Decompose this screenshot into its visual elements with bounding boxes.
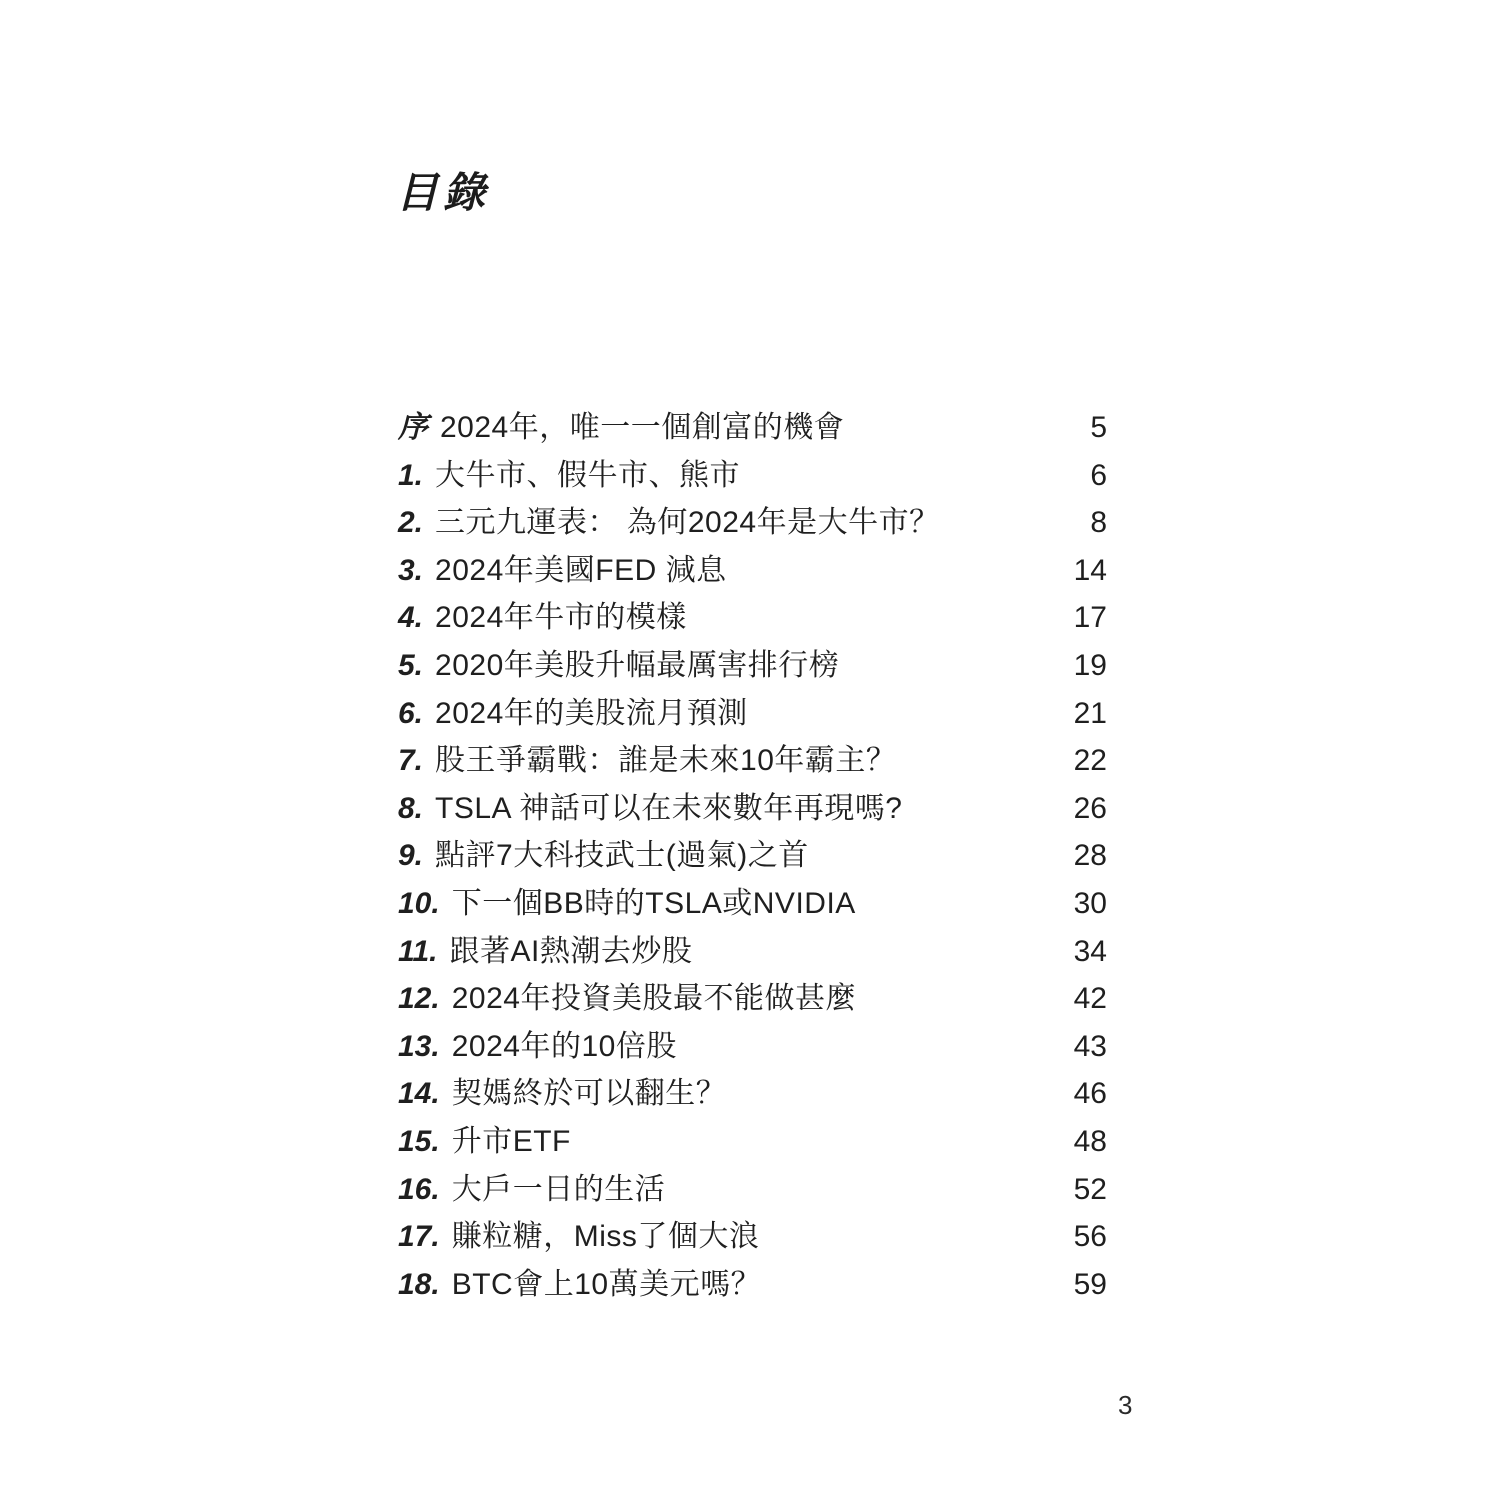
- toc-entry-page: 43: [1073, 1029, 1107, 1063]
- toc-entry-number: 2.: [398, 506, 424, 540]
- toc-entry: [398, 928, 1107, 976]
- toc-entry: [398, 1261, 1107, 1309]
- toc-entry-number: 3.: [398, 553, 424, 587]
- toc-entry-number: 1.: [398, 458, 424, 492]
- footer-page-number: 3: [1118, 1390, 1133, 1420]
- toc-entry: [398, 594, 1107, 642]
- toc-entry-page: 34: [1073, 934, 1107, 968]
- toc-entry: [398, 1213, 1107, 1261]
- toc-entry-number: 18.: [398, 1267, 440, 1301]
- toc-entry: [398, 1118, 1107, 1166]
- toc-entry: [398, 404, 1107, 452]
- toc-entry-title: BTC會上10萬美元嗎？: [451, 1267, 762, 1301]
- toc-entry-number: 8.: [398, 791, 424, 825]
- toc-entry-title: 2024年的美股流月預測: [435, 696, 748, 730]
- toc-entry-page: 22: [1073, 744, 1107, 778]
- toc-entry-title: 大戶一日的生活: [451, 1172, 666, 1206]
- toc-entry-number: 12.: [398, 982, 440, 1016]
- toc-entry-page: 8: [1090, 506, 1107, 540]
- toc-entry: [398, 690, 1107, 738]
- toc-entry-number: 序: [398, 411, 428, 444]
- toc-entry-title: 2024年投資美股最不能做甚麼: [451, 982, 856, 1016]
- toc-entry-number: 14.: [398, 1077, 440, 1111]
- toc-entry-number: 16.: [398, 1172, 440, 1206]
- toc-entry-title: 大牛市、假牛市、熊市: [435, 458, 741, 492]
- toc-entry: [398, 975, 1107, 1023]
- toc-entry-page: 56: [1073, 1220, 1107, 1254]
- toc-entry-page: 26: [1073, 791, 1107, 825]
- toc-entry-page: 21: [1073, 696, 1107, 730]
- toc-entry-page: 5: [1090, 411, 1107, 444]
- toc-entry-title: 2020年美股升幅最厲害排行榜: [435, 648, 840, 682]
- toc-entry-title: 下一個BB時的TSLA或NVIDIA: [451, 886, 856, 920]
- toc-entry-page: 59: [1073, 1267, 1107, 1301]
- toc-entry-number: 10.: [398, 886, 440, 920]
- toc-entry-number: 4.: [398, 601, 424, 635]
- toc-entry-number: 9.: [398, 839, 424, 873]
- toc-entry: [398, 880, 1107, 928]
- toc-entry-title: 契媽終於可以翻生？: [451, 1077, 727, 1111]
- toc-entry-title: 三元九運表： 為何2024年是大牛市？: [435, 506, 940, 540]
- toc-entry-page: 30: [1073, 886, 1107, 920]
- toc-entry: [398, 1070, 1107, 1118]
- toc-entry-title: TSLA 神話可以在未來數年再現嗎?: [435, 791, 903, 825]
- toc-entry-number: 6.: [398, 696, 424, 730]
- toc-entry-number: 15.: [398, 1124, 440, 1158]
- toc-entry-page: 6: [1090, 458, 1107, 492]
- toc-entry: [398, 832, 1107, 880]
- toc-entry: [398, 452, 1107, 500]
- toc-entry-page: 48: [1073, 1124, 1107, 1158]
- page-title: 目錄: [396, 169, 491, 216]
- toc-entry-number: 11.: [398, 934, 438, 968]
- toc-entry-number: 7.: [398, 744, 424, 778]
- toc-entry: [398, 1166, 1107, 1214]
- toc-entry-title: 2024年牛市的模樣: [435, 601, 687, 635]
- toc-list: [398, 404, 1107, 1308]
- toc-entry: [398, 547, 1107, 595]
- toc-entry: [398, 785, 1107, 833]
- toc-entry-title: 股王爭霸戰：誰是未來10年霸主？: [435, 744, 897, 778]
- toc-entry: [398, 499, 1107, 547]
- toc-entry-number: 17.: [398, 1220, 440, 1254]
- toc-entry: [398, 1023, 1107, 1071]
- toc-entry-title: 點評7大科技武士(過氣)之首: [435, 839, 809, 873]
- toc-entry-title: 2024年，唯一一個創富的機會: [440, 411, 845, 444]
- toc-entry: [398, 737, 1107, 785]
- toc-entry: [398, 642, 1107, 690]
- toc-entry-title: 升市ETF: [451, 1124, 571, 1158]
- toc-entry-number: 5.: [398, 648, 424, 682]
- toc-entry-page: 14: [1073, 553, 1107, 587]
- toc-entry-title: 跟著AI熱潮去炒股: [449, 934, 693, 968]
- toc-entry-page: 42: [1073, 982, 1107, 1016]
- toc-entry-number: 13.: [398, 1029, 440, 1063]
- toc-entry-page: 52: [1073, 1172, 1107, 1206]
- toc-entry-title: 2024年美國FED 減息: [435, 553, 727, 587]
- toc-entry-title: 2024年的10倍股: [451, 1029, 677, 1063]
- toc-entry-title: 賺粒糖，Miss了個大浪: [451, 1220, 760, 1254]
- toc-entry-page: 17: [1073, 601, 1107, 635]
- toc-entry-page: 46: [1073, 1077, 1107, 1111]
- toc-entry-page: 19: [1073, 648, 1107, 682]
- toc-entry-page: 28: [1073, 839, 1107, 873]
